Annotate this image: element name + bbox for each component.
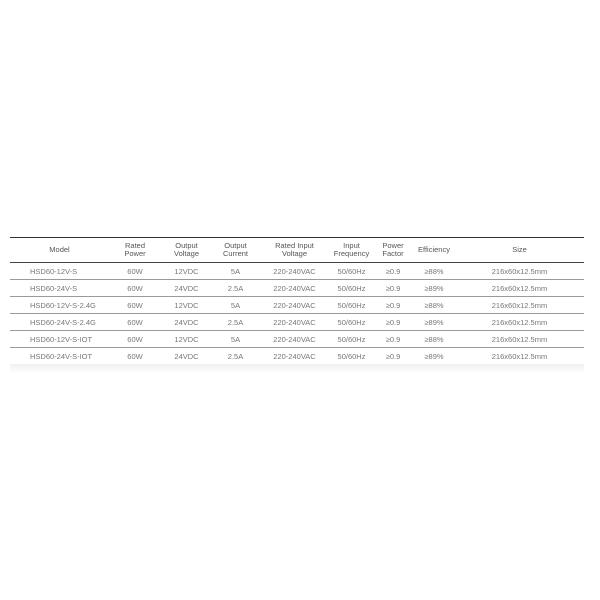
table-bottom-shadow bbox=[10, 364, 584, 374]
cell-power-factor: ≥0.9 bbox=[373, 280, 413, 297]
header-output-voltage: Output Voltage bbox=[161, 238, 212, 263]
header-rated-input-voltage: Rated Input Voltage bbox=[259, 238, 330, 263]
cell-output-voltage: 12VDC bbox=[161, 297, 212, 314]
header-efficiency: Efficiency bbox=[413, 238, 455, 263]
cell-rated-power: 60W bbox=[109, 280, 161, 297]
cell-power-factor: ≥0.9 bbox=[373, 331, 413, 348]
cell-output-current: 5A bbox=[212, 331, 259, 348]
cell-size: 216x60x12.5mm bbox=[455, 331, 584, 348]
cell-power-factor: ≥0.9 bbox=[373, 314, 413, 331]
cell-output-voltage: 24VDC bbox=[161, 314, 212, 331]
header-input-frequency: Input Frequency bbox=[330, 238, 373, 263]
cell-efficiency: ≥88% bbox=[413, 297, 455, 314]
cell-model: HSD60-24V-S-2.4G bbox=[10, 314, 109, 331]
cell-frequency: 50/60Hz bbox=[330, 331, 373, 348]
cell-input-voltage: 220-240VAC bbox=[273, 351, 316, 361]
cell-output-voltage: 12VDC bbox=[161, 331, 212, 348]
cell-rated-power: 60W bbox=[109, 263, 161, 280]
cell-efficiency: ≥89% bbox=[424, 351, 444, 361]
cell-output-current: 2.5A bbox=[227, 351, 244, 361]
cell-input-voltage: 220-240VAC bbox=[259, 280, 330, 297]
cell-model: HSD60-24V-S bbox=[10, 280, 109, 297]
cell-frequency: 50/60Hz bbox=[330, 263, 373, 280]
cell-power-factor: ≥0.9 bbox=[373, 297, 413, 314]
cell-frequency: 50/60Hz bbox=[330, 314, 373, 331]
cell-input-voltage: 220-240VAC bbox=[259, 263, 330, 280]
cell-frequency: 50/60Hz bbox=[330, 297, 373, 314]
spec-table bbox=[10, 237, 584, 364]
cell-frequency: 50/60Hz bbox=[337, 351, 366, 361]
cell-size: 216x60x12.5mm bbox=[455, 280, 584, 297]
header-output-current: Output Current bbox=[212, 238, 259, 263]
cell-size: 216x60x12.5mm bbox=[455, 314, 584, 331]
cell-input-voltage: 220-240VAC bbox=[259, 331, 330, 348]
cell-output-voltage: 24VDC bbox=[161, 280, 212, 297]
table-row bbox=[10, 280, 584, 297]
cell-model: HSD60-12V-S bbox=[10, 263, 109, 280]
cell-size: 216x60x12.5mm bbox=[491, 351, 548, 361]
cell-efficiency: ≥88% bbox=[413, 263, 455, 280]
header-size: Size bbox=[455, 238, 584, 263]
cell-rated-power: 60W bbox=[109, 314, 161, 331]
header-power-factor: Power Factor bbox=[373, 238, 413, 263]
cell-model: HSD60-24V-S-IOT bbox=[30, 351, 93, 361]
cell-rated-power: 60W bbox=[109, 331, 161, 348]
cell-rated-power: 60W bbox=[127, 351, 143, 361]
cell-frequency: 50/60Hz bbox=[330, 280, 373, 297]
cell-output-current: 5A bbox=[212, 263, 259, 280]
cell-output-current: 2.5A bbox=[212, 280, 259, 297]
cell-output-voltage: 24VDC bbox=[174, 351, 199, 361]
cell-size: 216x60x12.5mm bbox=[455, 263, 584, 280]
table-body bbox=[10, 263, 584, 365]
cell-size: 216x60x12.5mm bbox=[455, 297, 584, 314]
cell-efficiency: ≥88% bbox=[413, 331, 455, 348]
table-row bbox=[10, 297, 584, 314]
cell-model: HSD60-12V-S-IOT bbox=[10, 331, 109, 348]
cell-input-voltage: 220-240VAC bbox=[259, 314, 330, 331]
header-rated-power: Rated Power bbox=[109, 238, 161, 263]
table-header bbox=[10, 238, 584, 263]
cell-model: HSD60-12V-S-2.4G bbox=[10, 297, 109, 314]
header-model: Model bbox=[10, 238, 109, 263]
cell-output-current: 5A bbox=[212, 297, 259, 314]
cell-input-voltage: 220-240VAC bbox=[259, 297, 330, 314]
table-row bbox=[10, 348, 584, 365]
cell-output-current: 2.5A bbox=[212, 314, 259, 331]
cell-efficiency: ≥89% bbox=[413, 280, 455, 297]
cell-rated-power: 60W bbox=[109, 297, 161, 314]
cell-output-voltage: 12VDC bbox=[161, 263, 212, 280]
cell-power-factor: ≥0.9 bbox=[385, 351, 401, 361]
table-row bbox=[10, 263, 584, 280]
table-row bbox=[10, 331, 584, 348]
cell-power-factor: ≥0.9 bbox=[373, 263, 413, 280]
table-row bbox=[10, 314, 584, 331]
cell-efficiency: ≥89% bbox=[413, 314, 455, 331]
